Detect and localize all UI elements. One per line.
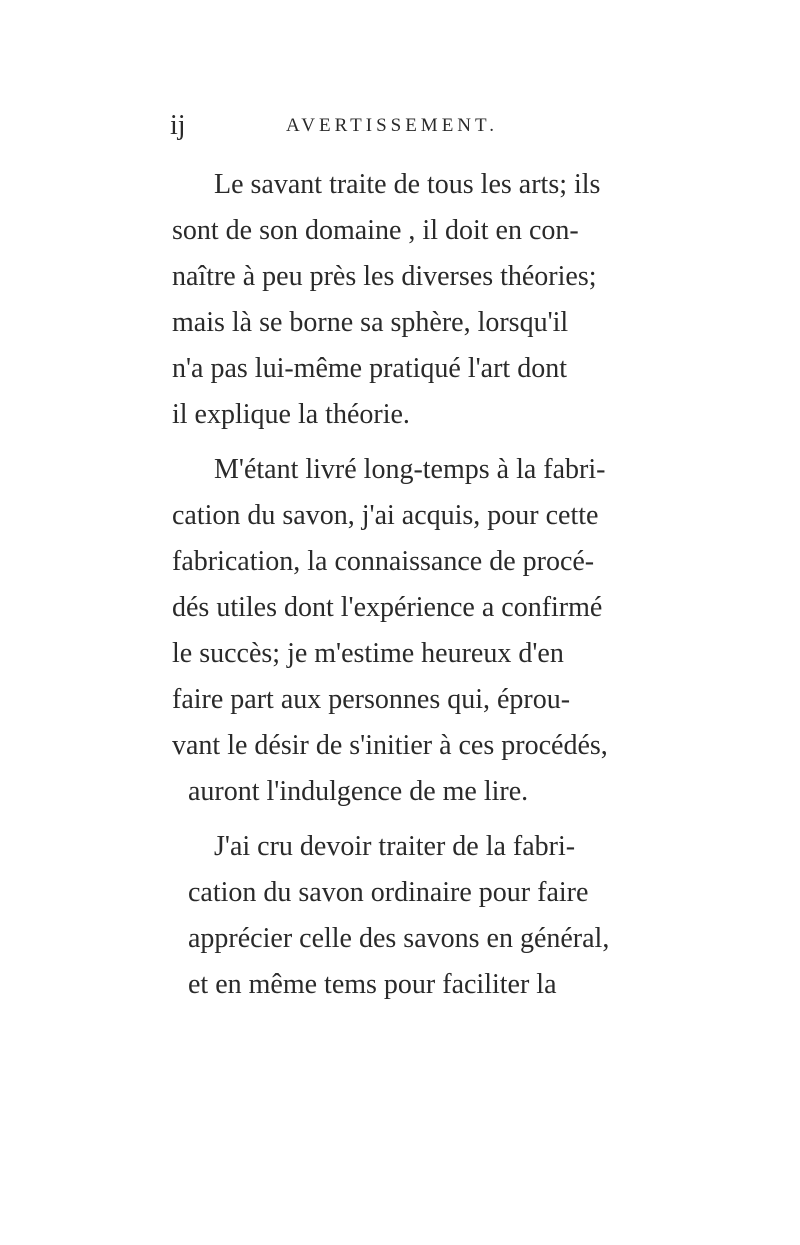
- page-body: [172, 162, 672, 1017]
- paragraph-3: [172, 824, 672, 1008]
- text-line: naître à peu près les diverses théories;: [172, 261, 597, 292]
- text-line: cation du savon, j'ai acquis, pour cette: [172, 500, 599, 531]
- text-line: faire part aux personnes qui, éprou-: [172, 684, 571, 715]
- text-line: dés utiles dont l'expérience a confirmé: [172, 592, 603, 623]
- text-line: apprécier celle des savons en général,: [188, 923, 610, 954]
- text-line: il explique la théorie.: [172, 399, 410, 430]
- text-line: vant le désir de s'initier à ces procédés,: [172, 730, 608, 761]
- text-line: et en même tems pour faciliter la: [188, 969, 557, 1000]
- text-line: Le savant traite de tous les arts; ils: [214, 169, 601, 200]
- text-line: M'étant livré long-temps à la fabri-: [214, 454, 606, 485]
- text-line: cation du savon ordinaire pour faire: [188, 877, 589, 908]
- text-line: sont de son domaine , il doit en con-: [172, 215, 579, 246]
- text-line: n'a pas lui-même pratiqué l'art dont: [172, 353, 567, 384]
- paragraph-2: [172, 447, 672, 815]
- page-number: ij: [170, 110, 186, 141]
- page-header: [170, 108, 590, 144]
- text-line: J'ai cru devoir traiter de la fabri-: [214, 831, 576, 862]
- text-line: mais là se borne sa sphère, lorsqu'il: [172, 307, 569, 338]
- text-line: le succès; je m'estime heureux d'en: [172, 638, 564, 669]
- running-head: AVERTISSEMENT.: [286, 115, 498, 136]
- paragraph-1: [172, 162, 672, 438]
- text-line: auront l'indulgence de me lire.: [188, 776, 529, 807]
- text-line: fabrication, la connaissance de procé-: [172, 546, 595, 577]
